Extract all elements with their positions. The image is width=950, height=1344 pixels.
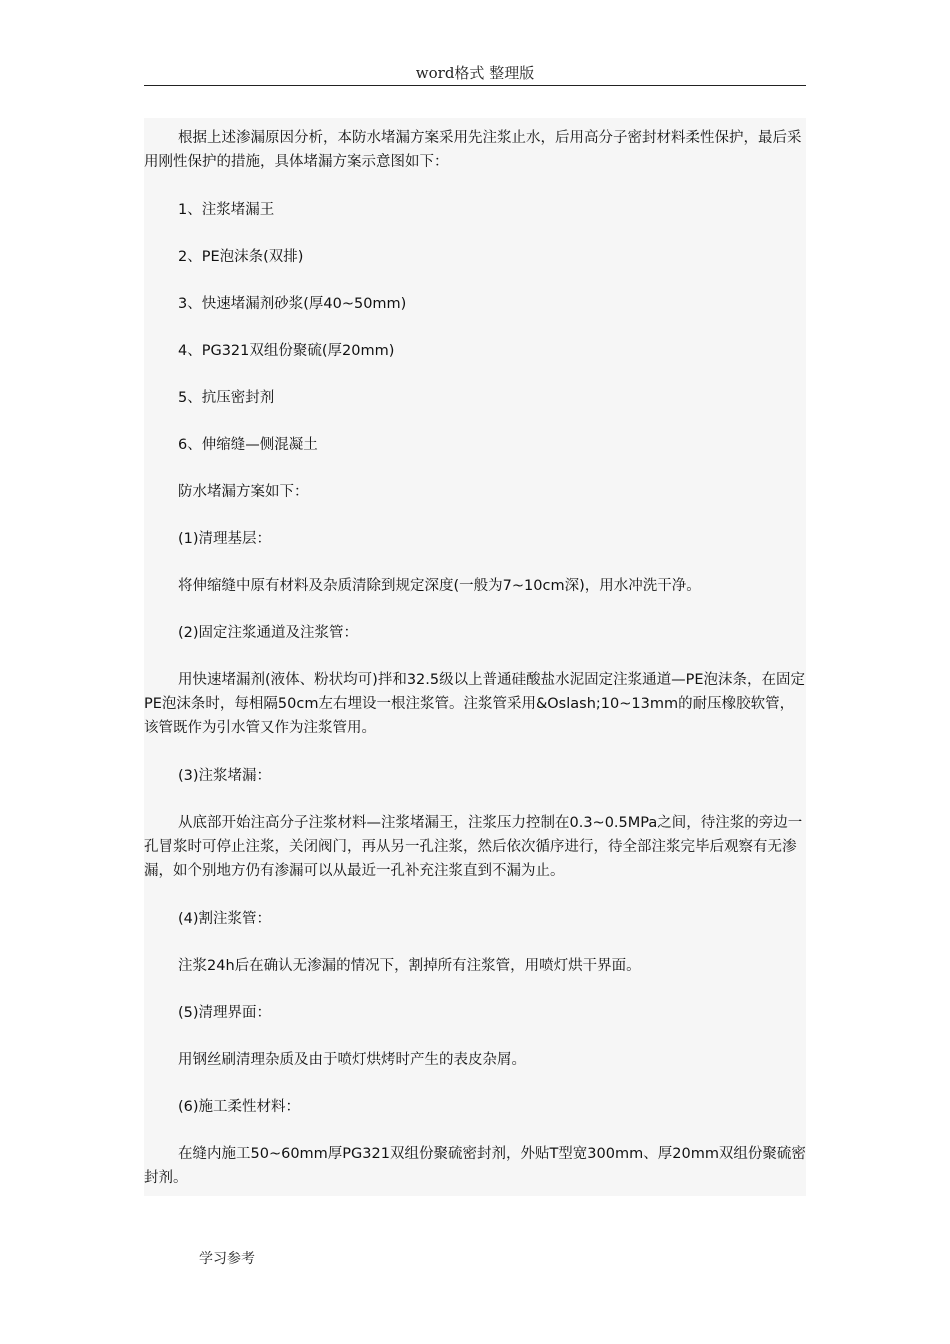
step-body: 在缝内施工50~60mm厚PG321双组份聚硫密封剂，外贴T型宽300mm、厚20mm双组份聚硫密封剂。 bbox=[144, 1146, 806, 1186]
list-item: 5、抗压密封剂 bbox=[178, 390, 275, 406]
step-body: 注浆24h后在确认无渗漏的情况下，割掉所有注浆管，用喷灯烘干界面。 bbox=[178, 958, 641, 974]
header-divider bbox=[144, 85, 806, 86]
section-intro: 防水堵漏方案如下： bbox=[178, 484, 309, 500]
list-item: 2、PE泡沫条(双排) bbox=[178, 249, 304, 265]
list-item: 4、PG321双组份聚硫(厚20mm) bbox=[178, 343, 395, 359]
step-body: 将伸缩缝中原有材料及杂质清除到规定深度(一般为7~10cm深)，用水冲洗干净。 bbox=[178, 578, 701, 594]
intro-paragraph: 根据上述渗漏原因分析，本防水堵漏方案采用先注浆止水，后用高分子密封材料柔性保护，最后采用刚性保护的措施，具体堵漏方案示意图如下： bbox=[144, 130, 802, 170]
step-heading: (5)清理界面： bbox=[178, 1005, 272, 1021]
step-heading: (2)固定注浆通道及注浆管： bbox=[178, 625, 359, 641]
list-item: 1、注浆堵漏王 bbox=[178, 202, 275, 218]
step-heading: (6)施工柔性材料： bbox=[178, 1099, 301, 1115]
step-body: 用钢丝刷清理杂质及由于喷灯烘烤时产生的表皮杂屑。 bbox=[178, 1052, 526, 1068]
step-heading: (1)清理基层： bbox=[178, 531, 272, 547]
list-item: 6、伸缩缝—侧混凝土 bbox=[178, 437, 318, 453]
step-body: 从底部开始注高分子注浆材料—注浆堵漏王，注浆压力控制在0.3~0.5MPa之间，待注浆的旁边一孔冒浆时可停止注浆，关闭阀门，再从另一孔注浆，然后依次循序进行，待全部注浆完毕后观察有无渗漏，如个别地方仍有渗漏可以从最近一孔补充注浆直到不漏为止。 bbox=[144, 815, 803, 879]
page-footer: 学习参考 bbox=[199, 1251, 255, 1267]
document-body bbox=[144, 118, 806, 1196]
list-item: 3、快速堵漏剂砂浆(厚40~50mm) bbox=[178, 296, 407, 312]
page-header: word格式 整理版 bbox=[415, 64, 535, 82]
step-heading: (3)注浆堵漏： bbox=[178, 768, 272, 784]
step-heading: (4)割注浆管： bbox=[178, 911, 272, 927]
step-body: 用快速堵漏剂(液体、粉状均可)拌和32.5级以上普通硅酸盐水泥固定注浆通道—PE泡沫条，在固定PE泡沫条时，每相隔50cm左右埋设一根注浆管。注浆管采用&Oslash;10~13mm的耐压橡胶软管，该管既作为引水管又作为注浆管用。 bbox=[144, 672, 806, 736]
